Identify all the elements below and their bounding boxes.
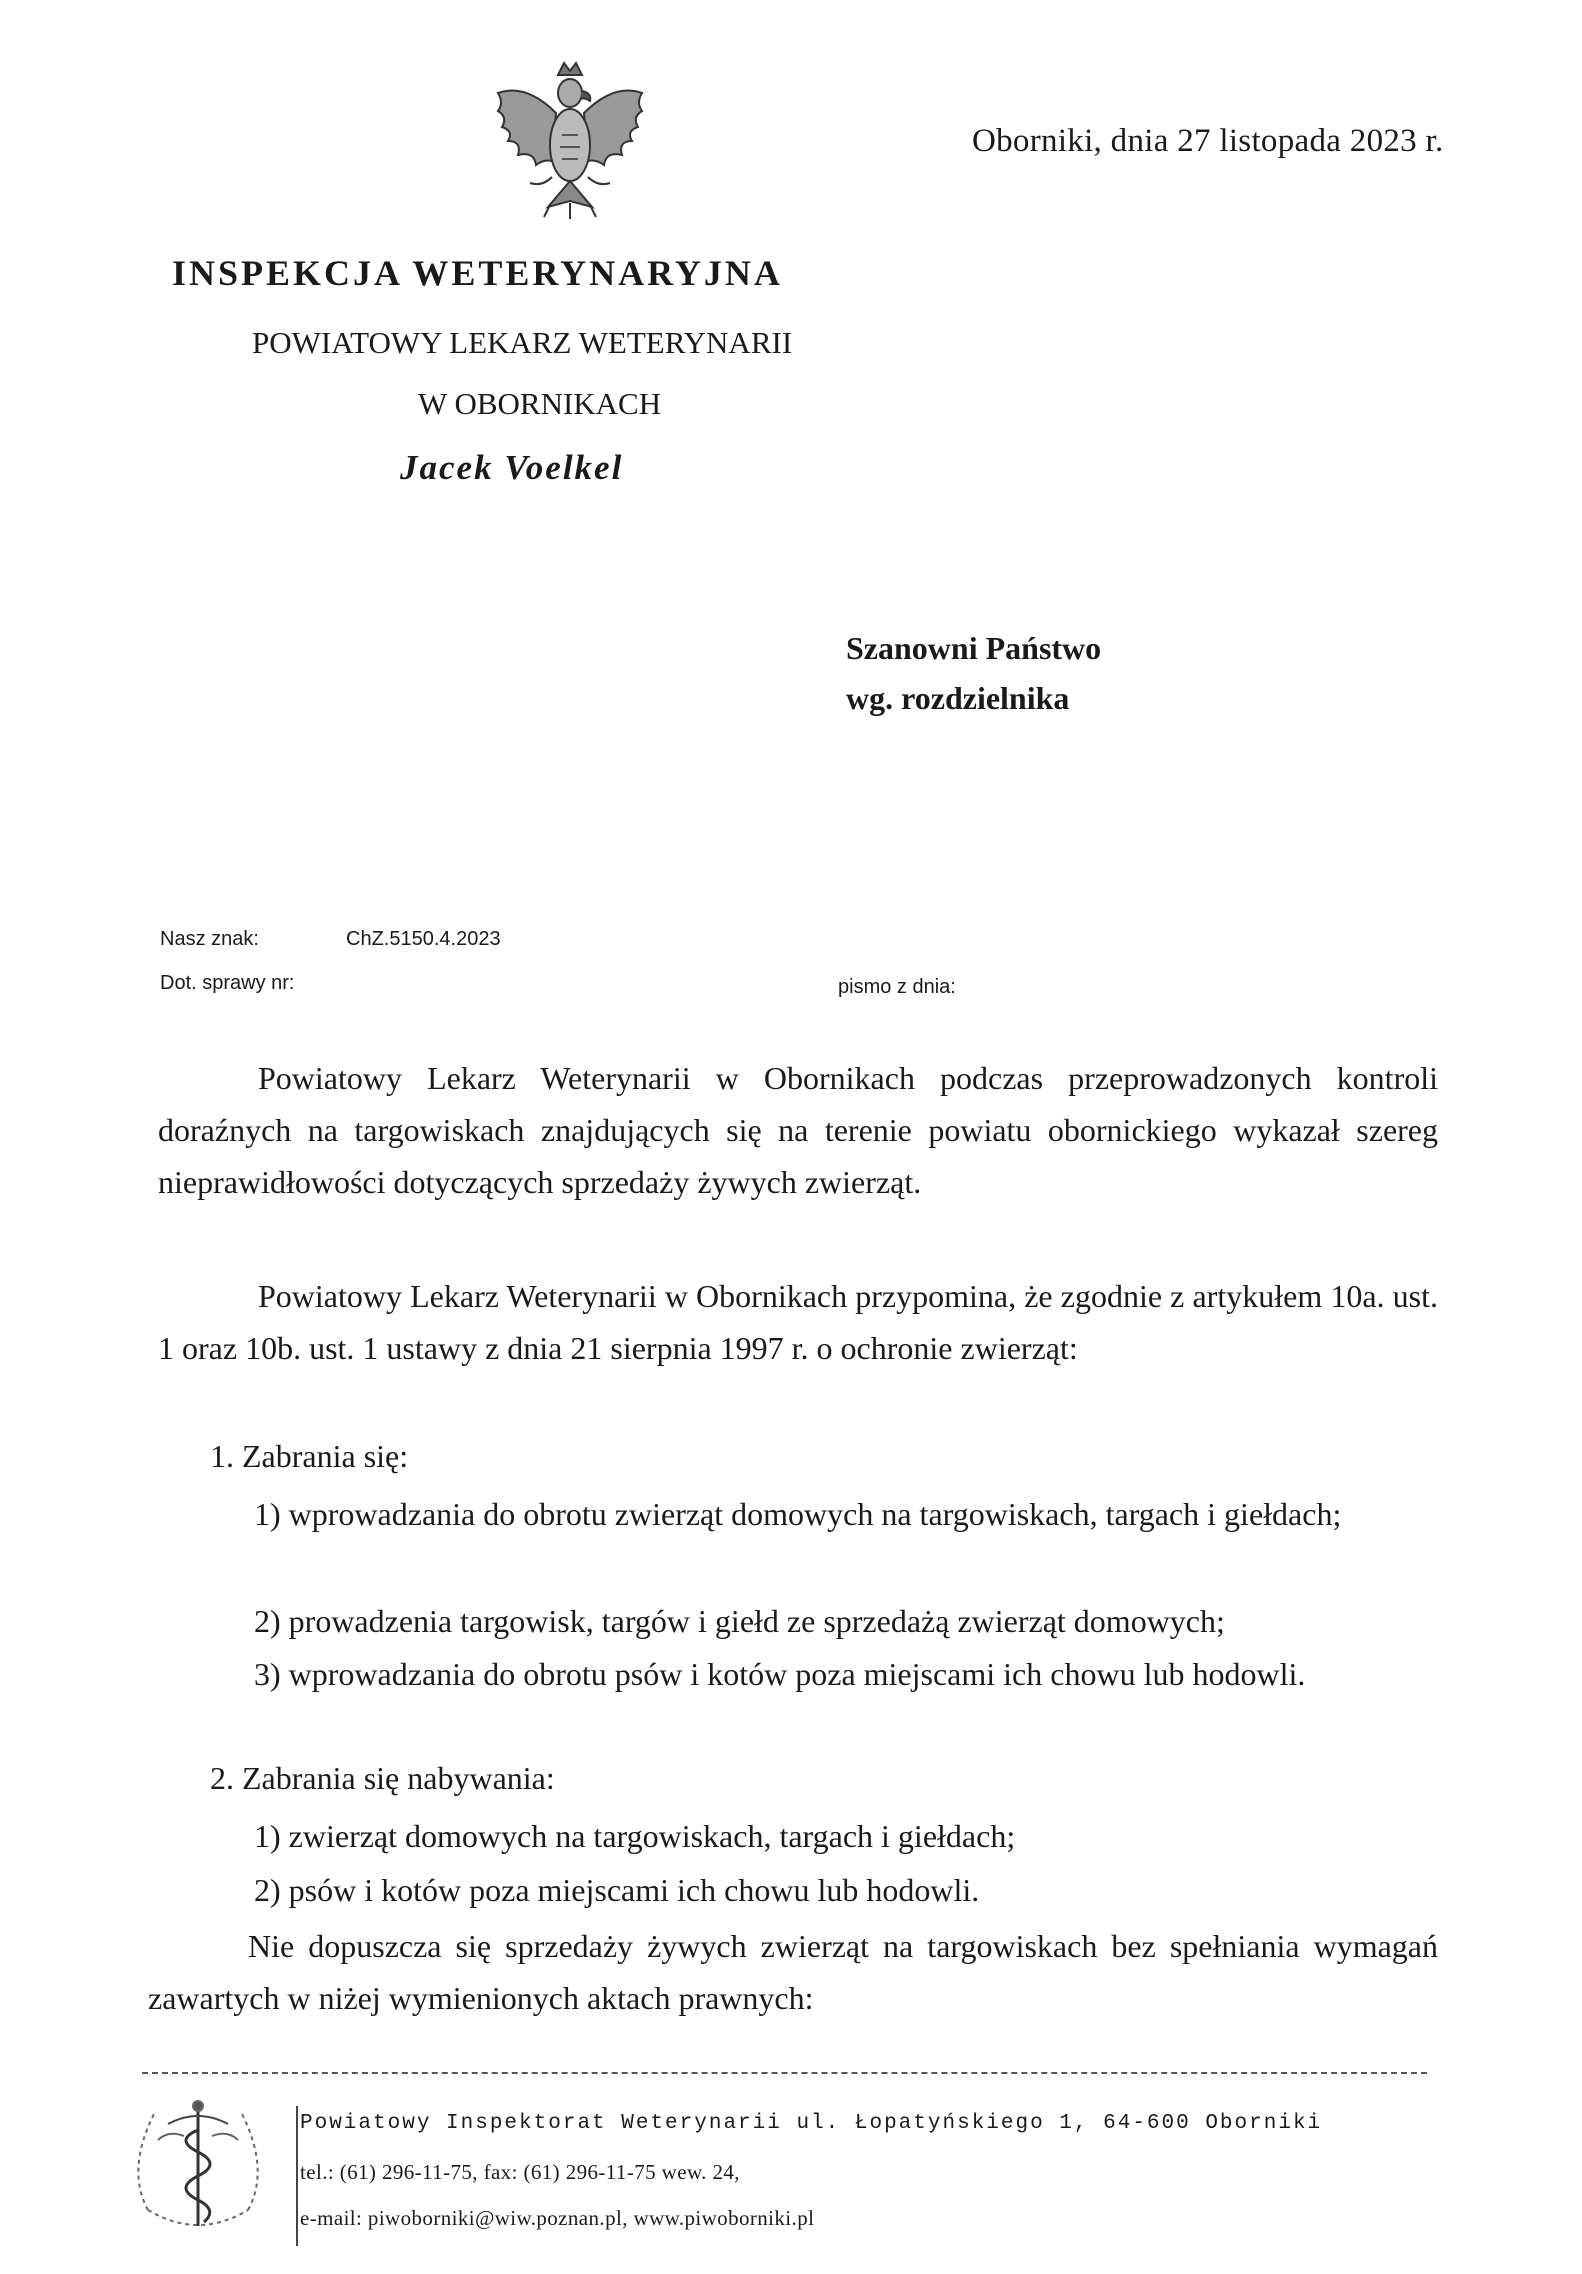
letter-date-label: pismo z dnia:: [838, 976, 956, 998]
footer-separator: [296, 2106, 298, 2246]
list2-item: 2) psów i kotów poza miejscami ich chowu lub hodowli.: [254, 1872, 980, 1908]
footer-divider: [142, 2072, 1427, 2074]
paragraph-2: Powiatowy Lekarz Weterynarii w Obornikach przypomina, że zgodnie z artykułem 10a. ust. 1 oraz 10b. ust. 1 ustawy z dnia 21 sierpnia 1997 r. o ochronie zwierząt:: [158, 1278, 1438, 1366]
institution-title-line1: POWIATOWY LEKARZ WETERYNARII: [252, 325, 793, 360]
polish-eagle-icon: [492, 55, 648, 227]
paragraph-1: Powiatowy Lekarz Weterynarii w Obornikach podczas przeprowadzonych kontroli doraźnych na targowiskach znajdujących się na terenie powiatu obornickiego wykazał szereg nieprawidłowości dotyczących sprzedaży żywych zwierząt.: [158, 1060, 1438, 1200]
case-number-label: Dot. sprawy nr:: [160, 972, 295, 994]
list1-item: 2) prowadzenia targowisk, targów i giełd ze sprzedażą zwierząt domowych;: [254, 1603, 1225, 1639]
official-name: Jacek Voelkel: [400, 448, 624, 487]
list1-item: 1) wprowadzania do obrotu zwierząt domowych na targowiskach, targach i giełdach;: [254, 1496, 1342, 1532]
place-and-date: Oborniki, dnia 27 listopada 2023 r.: [972, 123, 1444, 159]
caduceus-icon: [118, 2090, 278, 2240]
list1-item: 3) wprowadzania do obrotu psów i kotów poza miejscami ich chowu lub hodowli.: [254, 1656, 1306, 1692]
footer-phone: tel.: (61) 296-11-75, fax: (61) 296-11-75 wew. 24,: [300, 2160, 740, 2184]
footer-contact: e-mail: piwoborniki@wiw.poznan.pl, www.piwoborniki.pl: [300, 2206, 815, 2230]
our-sign-label: Nasz znak:: [160, 928, 259, 950]
list2-heading: 2. Zabrania się nabywania:: [210, 1760, 555, 1796]
our-sign-value: ChZ.5150.4.2023: [346, 928, 501, 950]
addressee-line2: wg. rozdzielnika: [846, 680, 1070, 716]
list2-item: 1) zwierząt domowych na targowiskach, targach i giełdach;: [254, 1818, 1016, 1854]
institution-name: INSPEKCJA WETERYNARYJNA: [172, 253, 783, 293]
paragraph-3: Nie dopuszcza się sprzedaży żywych zwierząt na targowiskach bez spełniania wymagań zawartych w niżej wymienionych aktach prawnych:: [148, 1928, 1438, 2016]
institution-title-line2: W OBORNIKACH: [418, 386, 662, 421]
list1-heading: 1. Zabrania się:: [210, 1438, 409, 1474]
addressee-line1: Szanowni Państwo: [846, 630, 1102, 666]
footer-address: Powiatowy Inspektorat Weterynarii ul. Łopatyńskiego 1, 64-600 Oborniki: [300, 2112, 1323, 2135]
